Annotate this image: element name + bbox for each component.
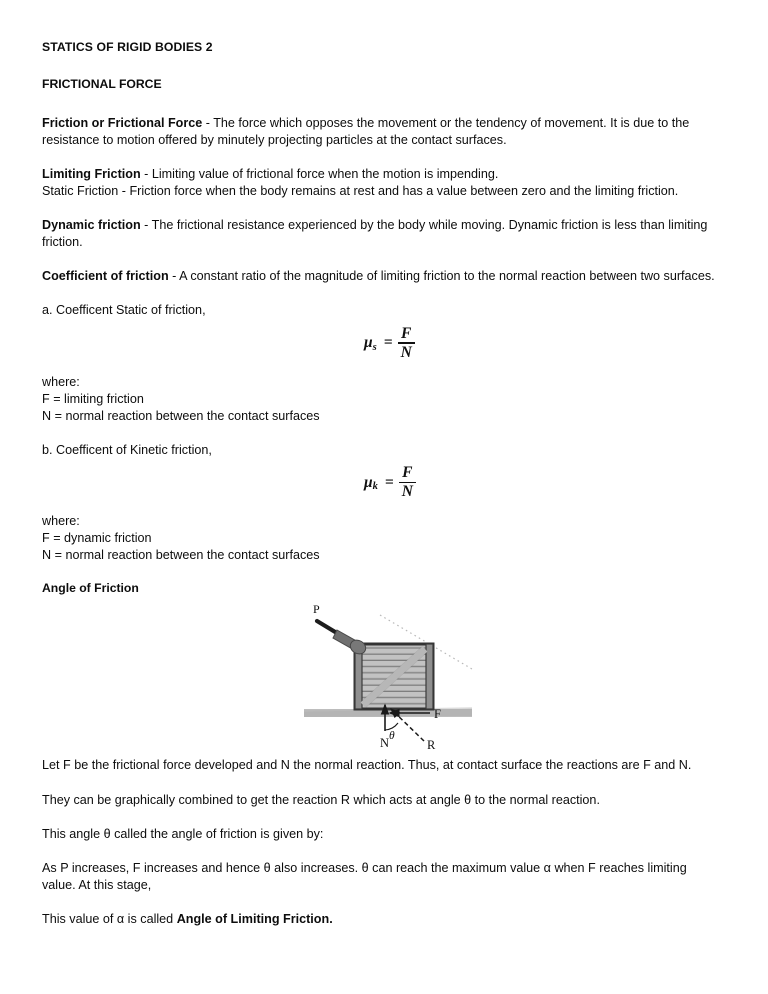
page-title: STATICS OF RIGID BODIES 2 [42,40,213,54]
paragraph-reactions: Let F be the frictional force developed and N the normal reaction. Thus, at contact surface the reactions are F and N. [42,758,692,773]
formula-expression-kinetic [364,465,416,500]
definition-coefficient-of-friction: - A constant ratio of the magnitude of limiting friction to the normal reaction between two surfaces. [168,269,715,284]
force-arrow-p [313,602,368,657]
fraction-kinetic [399,465,416,500]
paragraph-coefficient-of-friction [42,268,721,285]
where-f-kinetic: F = dynamic friction [42,531,152,546]
paragraph-limiting-static-friction [42,166,721,200]
where-block-kinetic [42,513,721,564]
paragraph-friction-definition [42,115,721,149]
formula-expression-static [364,326,415,361]
term-friction: Friction or Frictional Force [42,115,203,130]
fraction-numerator-kinetic: F [402,464,413,481]
closing-bold-term: Angle of Limiting Friction. [176,912,333,926]
fraction-denominator-static: N [400,343,412,361]
paragraph-p-increases: As P increases, F increases and hence θ also increases. θ can reach the maximum value α when F reaches limiting value. At this stage, [42,860,687,892]
section-heading-angle-of-friction: Angle of Friction [42,581,139,596]
term-coefficient-of-friction: Coefficient of friction [42,269,169,284]
section-heading-frictional-force: FRICTIONAL FORCE [42,77,162,92]
document-content [42,40,721,945]
figure-label-n: N [380,736,390,751]
list-item-b-label: b. Coefficent of Kinetic friction, [42,442,212,457]
term-limiting-friction: Limiting Friction [42,166,141,181]
paragraph-dynamic-friction [42,217,721,251]
figure-label-theta: θ [389,730,395,743]
formula-static-coefficient [42,326,721,370]
where-label-static: where: [42,374,80,389]
mu-symbol-kinetic: μ [364,473,373,491]
where-n-kinetic: N = normal reaction between the contact surfaces [42,548,320,563]
crate-box [355,644,433,709]
definition-dynamic-friction: - The frictional resistance experienced by the body while moving. Dynamic friction is less than limiting friction. [42,218,708,250]
line-static-friction: Static Friction - Friction force when the body remains at rest and has a value between zero and the limiting friction. [42,183,679,198]
figure-label-r: R [427,738,436,752]
definition-limiting-friction: - Limiting value of frictional force when the motion is impending. [140,166,499,181]
term-dynamic-friction: Dynamic friction [42,218,141,232]
figure-label-f: F [434,707,441,722]
where-f-static: F = limiting friction [42,391,144,406]
closing-prefix: This value of α is called [42,912,177,926]
paragraph-angle-limiting-friction [42,911,721,928]
figure-label-p: P [313,602,320,617]
mu-subscript-static: s [372,341,377,353]
list-item-a-label: a. Coefficent Static of friction, [42,303,206,318]
where-block-static [42,374,721,425]
equals-sign-kinetic: = [384,473,394,491]
mu-symbol-static: μ [364,334,373,352]
paragraph-angle-of-friction-given-by: This angle θ called the angle of friction is given by: [42,826,324,841]
equals-sign-static: = [383,334,393,352]
line-limiting-friction [42,166,721,183]
fraction-numerator-static: F [400,324,412,342]
figure-free-body-diagram [42,599,721,751]
where-label-kinetic: where: [42,514,80,528]
where-n-static: N = normal reaction between the contact surfaces [42,408,320,423]
definition-friction: - The force which opposes the movement or the tendency of movement. It is due to the resistance to motion offered by minutely projecting particles at the contact surfaces. [42,115,690,147]
fraction-static [398,326,415,361]
fraction-denominator-kinetic: N [401,483,413,501]
mu-subscript-kinetic: k [372,481,378,493]
formula-kinetic-coefficient [42,465,721,509]
paragraph-graphical-combination: They can be graphically combined to get the reaction R which acts at angle θ to the normal reaction. [42,792,600,807]
